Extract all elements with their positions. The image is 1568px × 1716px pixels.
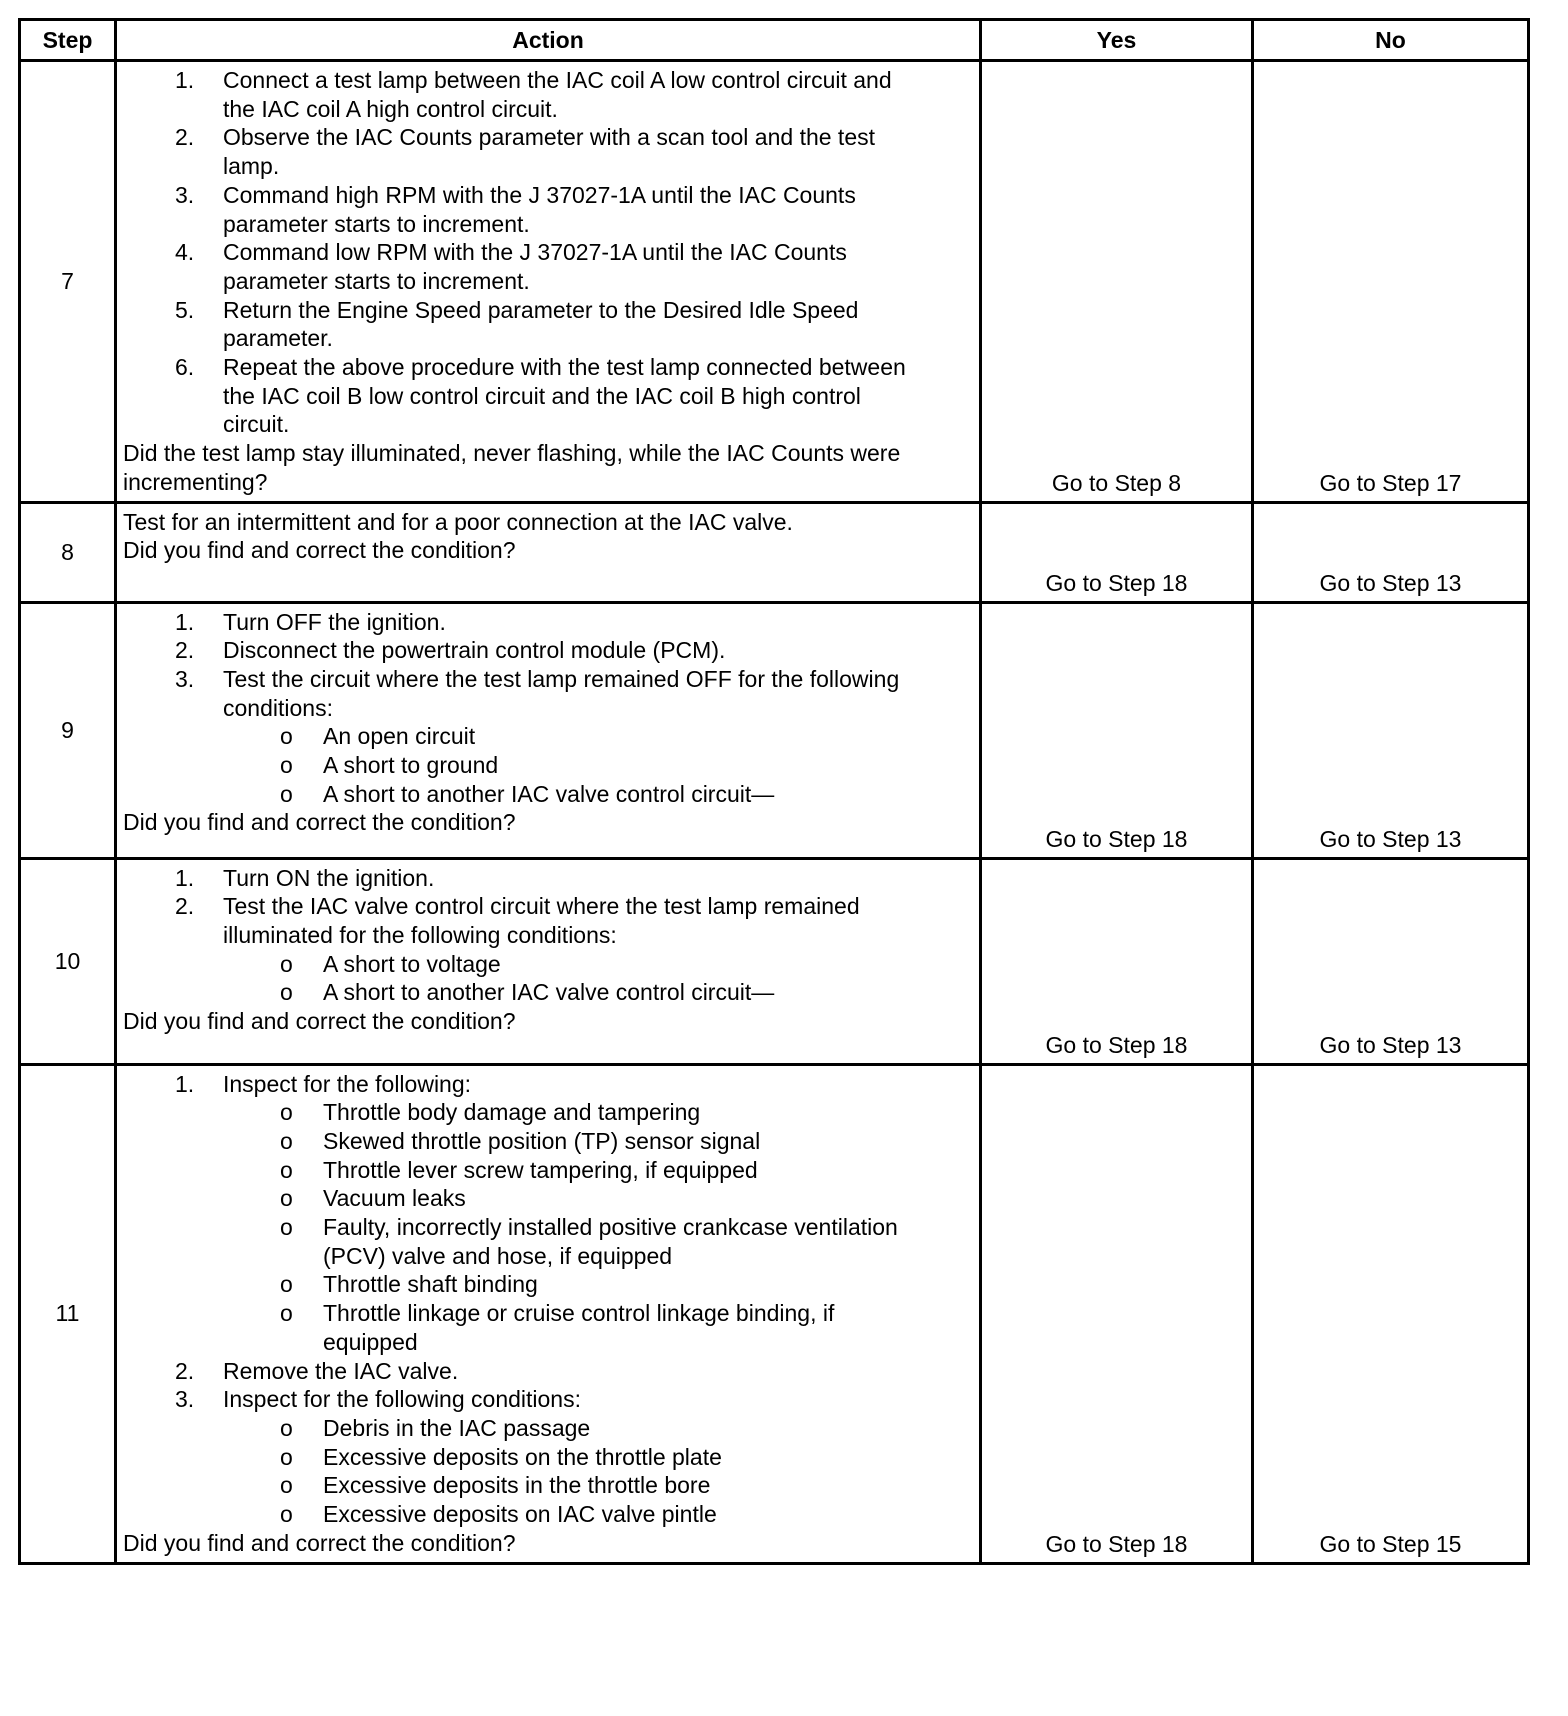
question-line: Did you find and correct the condition? [123,1008,516,1035]
item-text: Turn OFF the ignition. [223,608,446,635]
bullet-item [123,780,971,809]
bullet-item [123,1443,971,1472]
item-text: Command high RPM with the J 37027-1A until the IAC Counts [223,181,856,208]
item-text: conditions: [223,694,333,721]
item-text: the IAC coil B low control circuit and the IAC coil B high control [223,382,861,409]
bullet-marker: o [280,1127,293,1154]
item-text: Connect a test lamp between the IAC coil A low control circuit and [223,67,892,93]
yes-cell: Go to Step 18 [981,858,1253,1064]
list-item-continuation [123,508,971,537]
item-text: the IAC coil A high control circuit. [223,95,558,122]
list-item-continuation [123,694,971,723]
no-cell: Go to Step 15 [1253,1064,1529,1563]
bullet-item [123,1213,971,1242]
yes-cell: Go to Step 18 [981,602,1253,858]
question-text [123,1007,971,1040]
item-text: parameter. [223,325,333,352]
bullet-item [123,722,971,751]
action-cell [116,602,981,858]
item-number: 2. [175,1357,195,1384]
bullet-item [123,1500,971,1529]
item-number: 5. [175,296,195,323]
bullet-marker: o [280,780,293,807]
header-action: Action [116,20,981,61]
item-text: parameter starts to increment. [223,267,530,294]
item-text: Test for an intermittent and for a poor connection at the IAC valve. [123,508,793,535]
item-number: 4. [175,239,195,266]
question-line: Did you find and correct the condition? [123,1529,516,1556]
list-item-continuation [123,382,971,411]
item-number: 6. [175,354,195,381]
list-item-continuation [123,1242,971,1271]
item-text: A short to voltage [323,950,501,977]
table-row [20,602,1529,858]
diagnostic-table [18,18,1530,1565]
bullet-item [123,1471,971,1500]
no-cell: Go to Step 13 [1253,502,1529,602]
item-text: Excessive deposits on the throttle plate [323,1443,722,1470]
list-item [123,238,971,267]
item-text: A short to another IAC valve control circuit— [323,979,775,1006]
item-text: Test the IAC valve control circuit where the test lamp remained [223,893,860,920]
list-item-continuation [123,1328,971,1357]
question-text [123,808,971,841]
list-item [123,353,971,382]
item-text: Inspect for the following conditions: [223,1386,581,1413]
item-text: Observe the IAC Counts parameter with a scan tool and the test [223,124,876,151]
bullet-marker: o [280,723,293,750]
list-item-continuation [123,921,971,950]
bullet-item [123,950,971,979]
item-text: A short to ground [323,752,499,779]
action-lines [123,62,971,439]
item-number: 1. [175,608,195,635]
step-number: 7 [20,61,116,503]
item-number: 3. [175,1386,195,1413]
bullet-marker: o [280,1099,293,1126]
item-text: Excessive deposits in the throttle bore [323,1472,711,1499]
list-item [123,1385,971,1414]
item-text: (PCV) valve and hose, if equipped [323,1242,673,1269]
no-cell: Go to Step 17 [1253,61,1529,503]
item-number: 2. [175,893,195,920]
action-cell [116,858,981,1064]
item-number: 1. [175,864,195,891]
item-text: equipped [323,1328,418,1355]
list-item [123,1070,971,1099]
bullet-item [123,1127,971,1156]
item-text: Debris in the IAC passage [323,1414,591,1441]
bullet-marker: o [280,1443,293,1470]
bullet-marker: o [280,1472,293,1499]
item-text: Throttle linkage or cruise control linkage binding, if [323,1300,835,1327]
item-text: A short to another IAC valve control circuit— [323,780,775,807]
action-lines [123,504,971,537]
bullet-marker: o [280,1156,293,1183]
list-item [123,608,971,637]
list-item-continuation [123,410,971,439]
list-item [123,1357,971,1386]
item-text: Return the Engine Speed parameter to the Desired Idle Speed [223,296,859,323]
item-text: Command low RPM with the J 37027-1A until the IAC Counts [223,239,847,266]
item-text: Turn ON the ignition. [223,864,435,891]
item-text: lamp. [223,153,280,180]
bullet-marker: o [280,950,293,977]
item-text: parameter starts to increment. [223,210,530,237]
list-item-continuation [123,152,971,181]
item-text: Vacuum leaks [323,1185,466,1212]
bullet-marker: o [280,1185,293,1212]
bullet-marker: o [280,1300,293,1327]
item-text: Faulty, incorrectly installed positive crankcase ventilation [323,1214,898,1241]
list-item [123,864,971,893]
yes-cell: Go to Step 18 [981,502,1253,602]
item-text: Skewed throttle position (TP) sensor signal [323,1127,761,1154]
question-line: Did you find and correct the condition? [123,537,516,564]
item-number: 2. [175,637,195,664]
question-text [123,536,971,569]
step-number: 8 [20,502,116,602]
item-text: Throttle lever screw tampering, if equipped [323,1156,758,1183]
table-row [20,502,1529,602]
step-number: 9 [20,602,116,858]
bullet-item [123,1270,971,1299]
bullet-marker: o [280,1414,293,1441]
list-item [123,296,971,325]
action-cell [116,1064,981,1563]
bullet-item [123,978,971,1007]
action-lines [123,860,971,1008]
bullet-marker: o [280,979,293,1006]
table-row [20,858,1529,1064]
step-number: 11 [20,1064,116,1563]
header-step: Step [20,20,116,61]
item-number: 1. [175,1070,195,1097]
bullet-marker: o [280,1214,293,1241]
action-lines [123,1066,971,1529]
yes-cell: Go to Step 8 [981,61,1253,503]
item-number: 3. [175,181,195,208]
list-item-continuation [123,95,971,124]
item-text: Repeat the above procedure with the test lamp connected between [223,354,906,381]
item-text: Remove the IAC valve. [223,1357,459,1384]
header-yes: Yes [981,20,1253,61]
step-number: 10 [20,858,116,1064]
no-cell: Go to Step 13 [1253,602,1529,858]
list-item [123,123,971,152]
action-cell [116,61,981,503]
list-item [123,665,971,694]
item-text: Test the circuit where the test lamp remained OFF for the following [223,665,900,692]
item-text: Excessive deposits on IAC valve pintle [323,1501,717,1528]
item-text: Inspect for the following: [223,1070,472,1097]
list-item [123,66,971,95]
list-item-continuation [123,267,971,296]
bullet-item [123,1414,971,1443]
bullet-marker: o [280,1271,293,1298]
item-text: Disconnect the powertrain control module (PCM). [223,637,726,664]
no-cell: Go to Step 13 [1253,858,1529,1064]
action-cell [116,502,981,602]
bullet-item [123,1156,971,1185]
item-text: illuminated for the following conditions: [223,921,617,948]
item-number: 2. [175,124,195,151]
list-item [123,636,971,665]
list-item [123,892,971,921]
question-text [123,1529,971,1562]
bullet-marker: o [280,1501,293,1528]
question-text [123,439,971,500]
header-row [20,20,1529,61]
list-item-continuation [123,210,971,239]
bullet-item [123,1184,971,1213]
bullet-item [123,751,971,780]
item-text: An open circuit [323,723,476,750]
question-line: Did you find and correct the condition? [123,809,516,836]
item-text: Throttle shaft binding [323,1271,538,1298]
item-text: Throttle body damage and tampering [323,1099,701,1126]
bullet-item [123,1098,971,1127]
item-number: 1. [175,67,195,93]
action-lines [123,604,971,809]
list-item [123,181,971,210]
table-row [20,61,1529,503]
bullet-marker: o [280,752,293,779]
yes-cell: Go to Step 18 [981,1064,1253,1563]
table-row [20,1064,1529,1563]
bullet-item [123,1299,971,1328]
header-no: No [1253,20,1529,61]
question-line: incrementing? [123,468,268,495]
list-item-continuation [123,324,971,353]
item-text: circuit. [223,411,290,438]
question-line: Did the test lamp stay illuminated, never flashing, while the IAC Counts were [123,440,901,467]
item-number: 3. [175,665,195,692]
